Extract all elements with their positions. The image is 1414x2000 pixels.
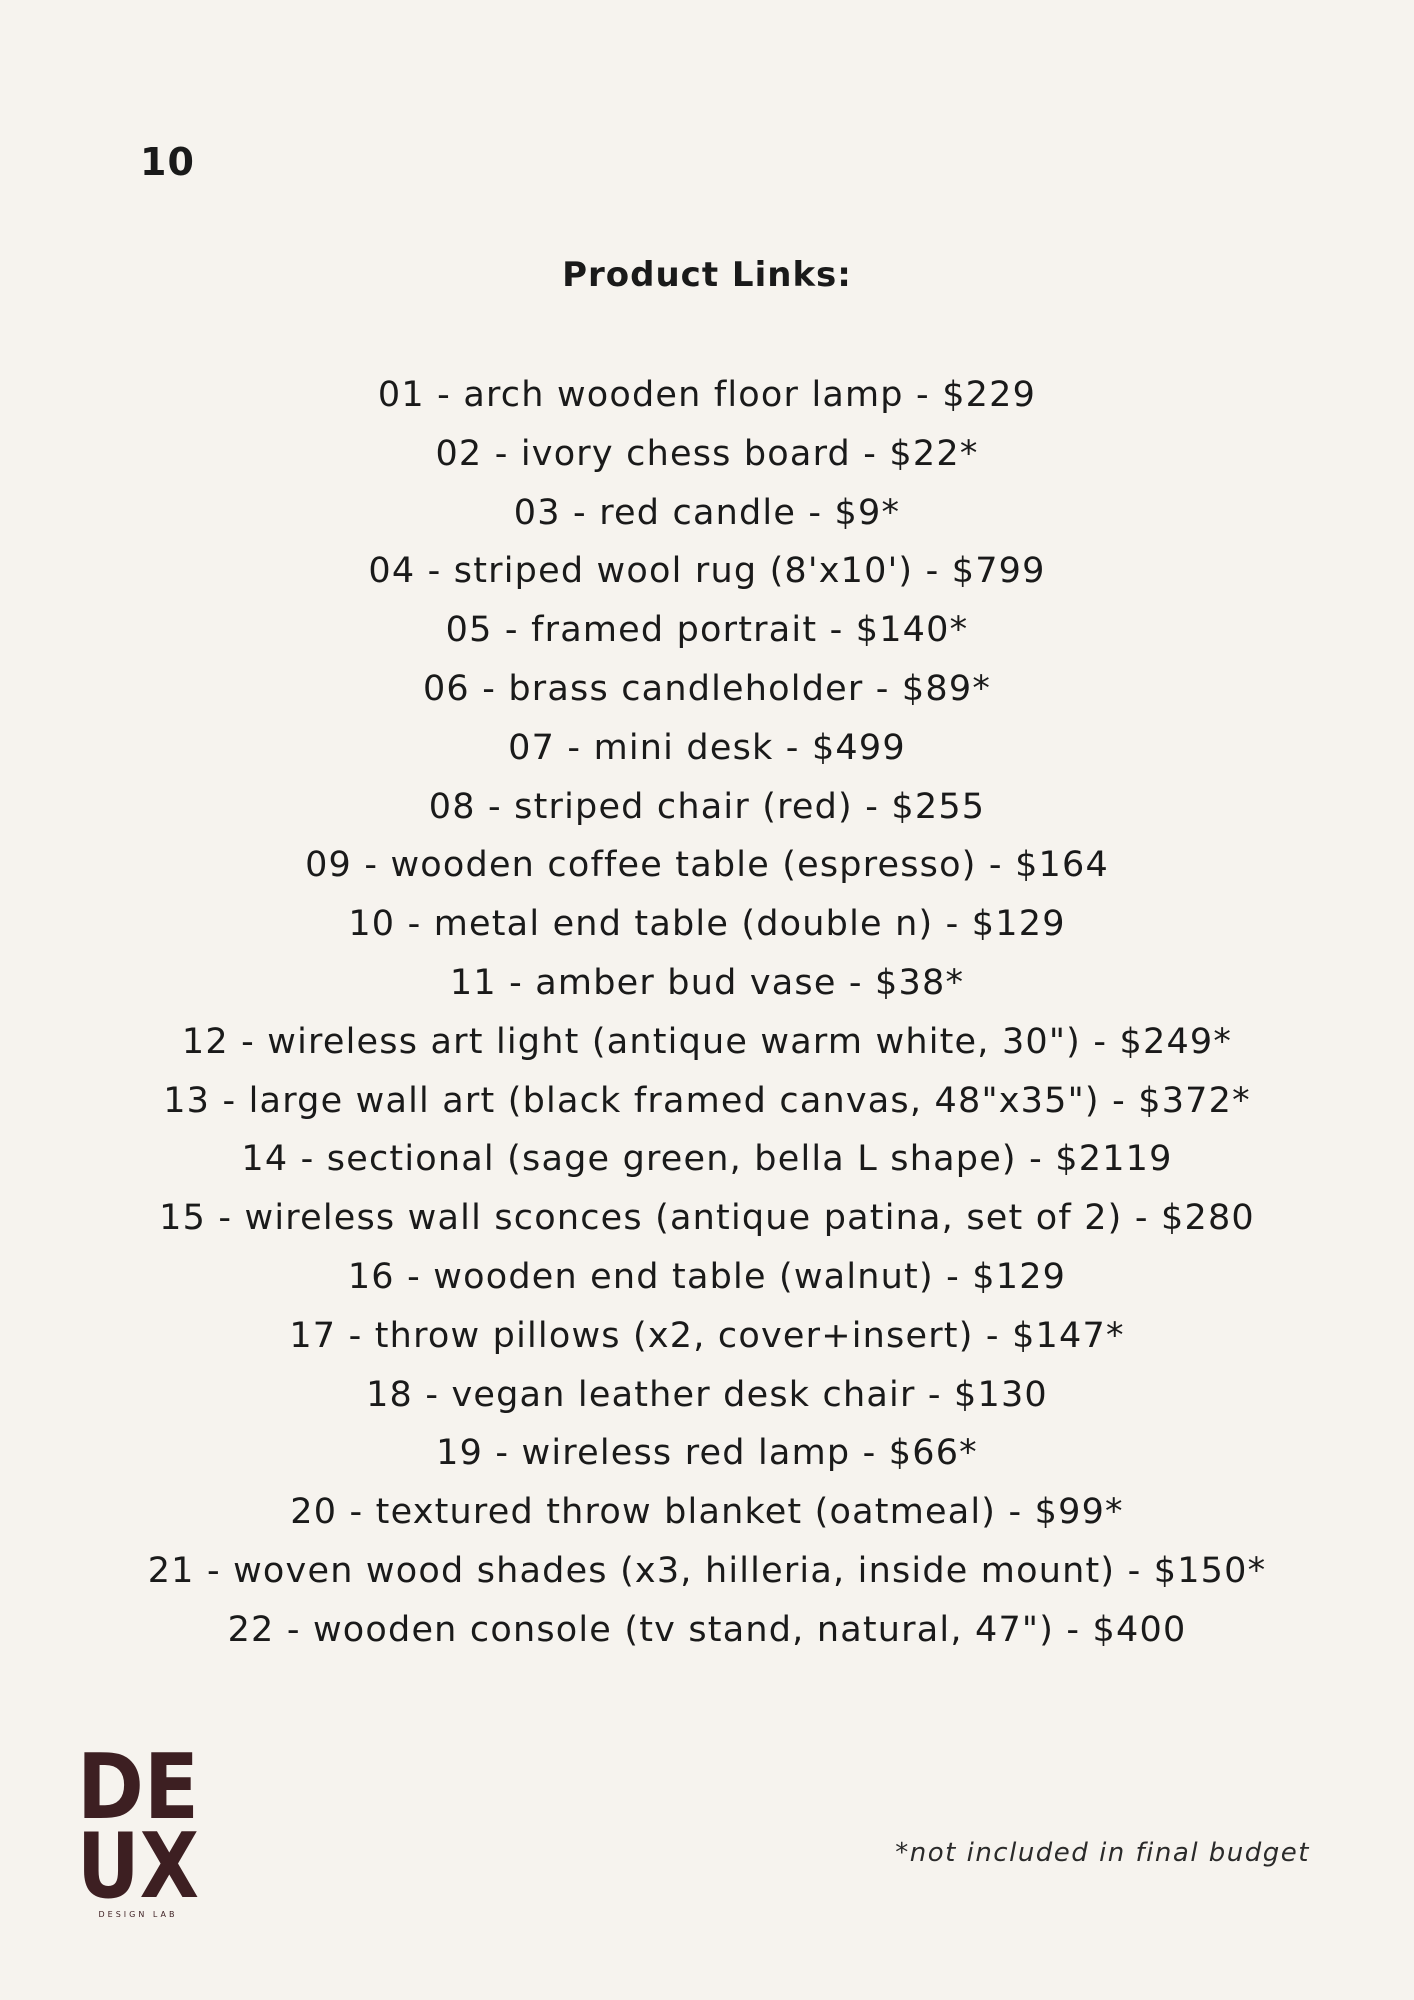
product-item: 20 - textured throw blanket (oatmeal) - $99*: [290, 1492, 1124, 1533]
product-item: 09 - wooden coffee table (espresso) - $164: [305, 845, 1109, 886]
product-links-heading: Product Links:: [562, 255, 852, 295]
product-item: 19 - wireless red lamp - $66*: [436, 1433, 978, 1474]
deux-design-lab-logo: [74, 1742, 202, 1922]
product-item: 21 - woven wood shades (x3, hilleria, inside mount) - $150*: [147, 1550, 1267, 1591]
product-item: 17 - throw pillows (x2, cover+insert) - $147*: [289, 1315, 1125, 1356]
product-item: 05 - framed portrait - $140*: [445, 610, 969, 651]
product-item: 10 - metal end table (double n) - $129: [348, 904, 1066, 945]
logo-text-top: DE: [77, 1742, 199, 1840]
logo-tagline: DESIGN LAB: [98, 1910, 178, 1919]
product-item: 18 - vegan leather desk chair - $130: [366, 1374, 1048, 1415]
product-item: 22 - wooden console (tv stand, natural, 47") - $400: [227, 1609, 1187, 1650]
product-item: 11 - amber bud vase - $38*: [449, 962, 965, 1003]
product-item: 03 - red candle - $9*: [513, 492, 901, 533]
product-item: 08 - striped chair (red) - $255: [428, 786, 986, 827]
logo-text-bottom: UX: [77, 1814, 199, 1919]
product-list: [0, 366, 1414, 1660]
product-item: 12 - wireless art light (antique warm white, 30") - $249*: [181, 1021, 1233, 1062]
footnote: *not included in final budget: [895, 1838, 1310, 1868]
product-item: 07 - mini desk - $499: [508, 727, 906, 768]
product-item: 15 - wireless wall sconces (antique patina, set of 2) - $280: [159, 1198, 1255, 1239]
product-item: 04 - striped wool rug (8'x10') - $799: [368, 551, 1046, 592]
product-item: 01 - arch wooden floor lamp - $229: [377, 375, 1037, 415]
page-number: 10: [140, 140, 195, 184]
product-item: 02 - ivory chess board - $22*: [435, 433, 979, 474]
product-item: 16 - wooden end table (walnut) - $129: [347, 1256, 1067, 1297]
product-item: 13 - large wall art (black framed canvas, 48"x35") - $372*: [163, 1080, 1251, 1121]
product-item: 06 - brass candleholder - $89*: [422, 668, 992, 709]
product-item: 14 - sectional (sage green, bella L shape) - $2119: [241, 1139, 1173, 1180]
